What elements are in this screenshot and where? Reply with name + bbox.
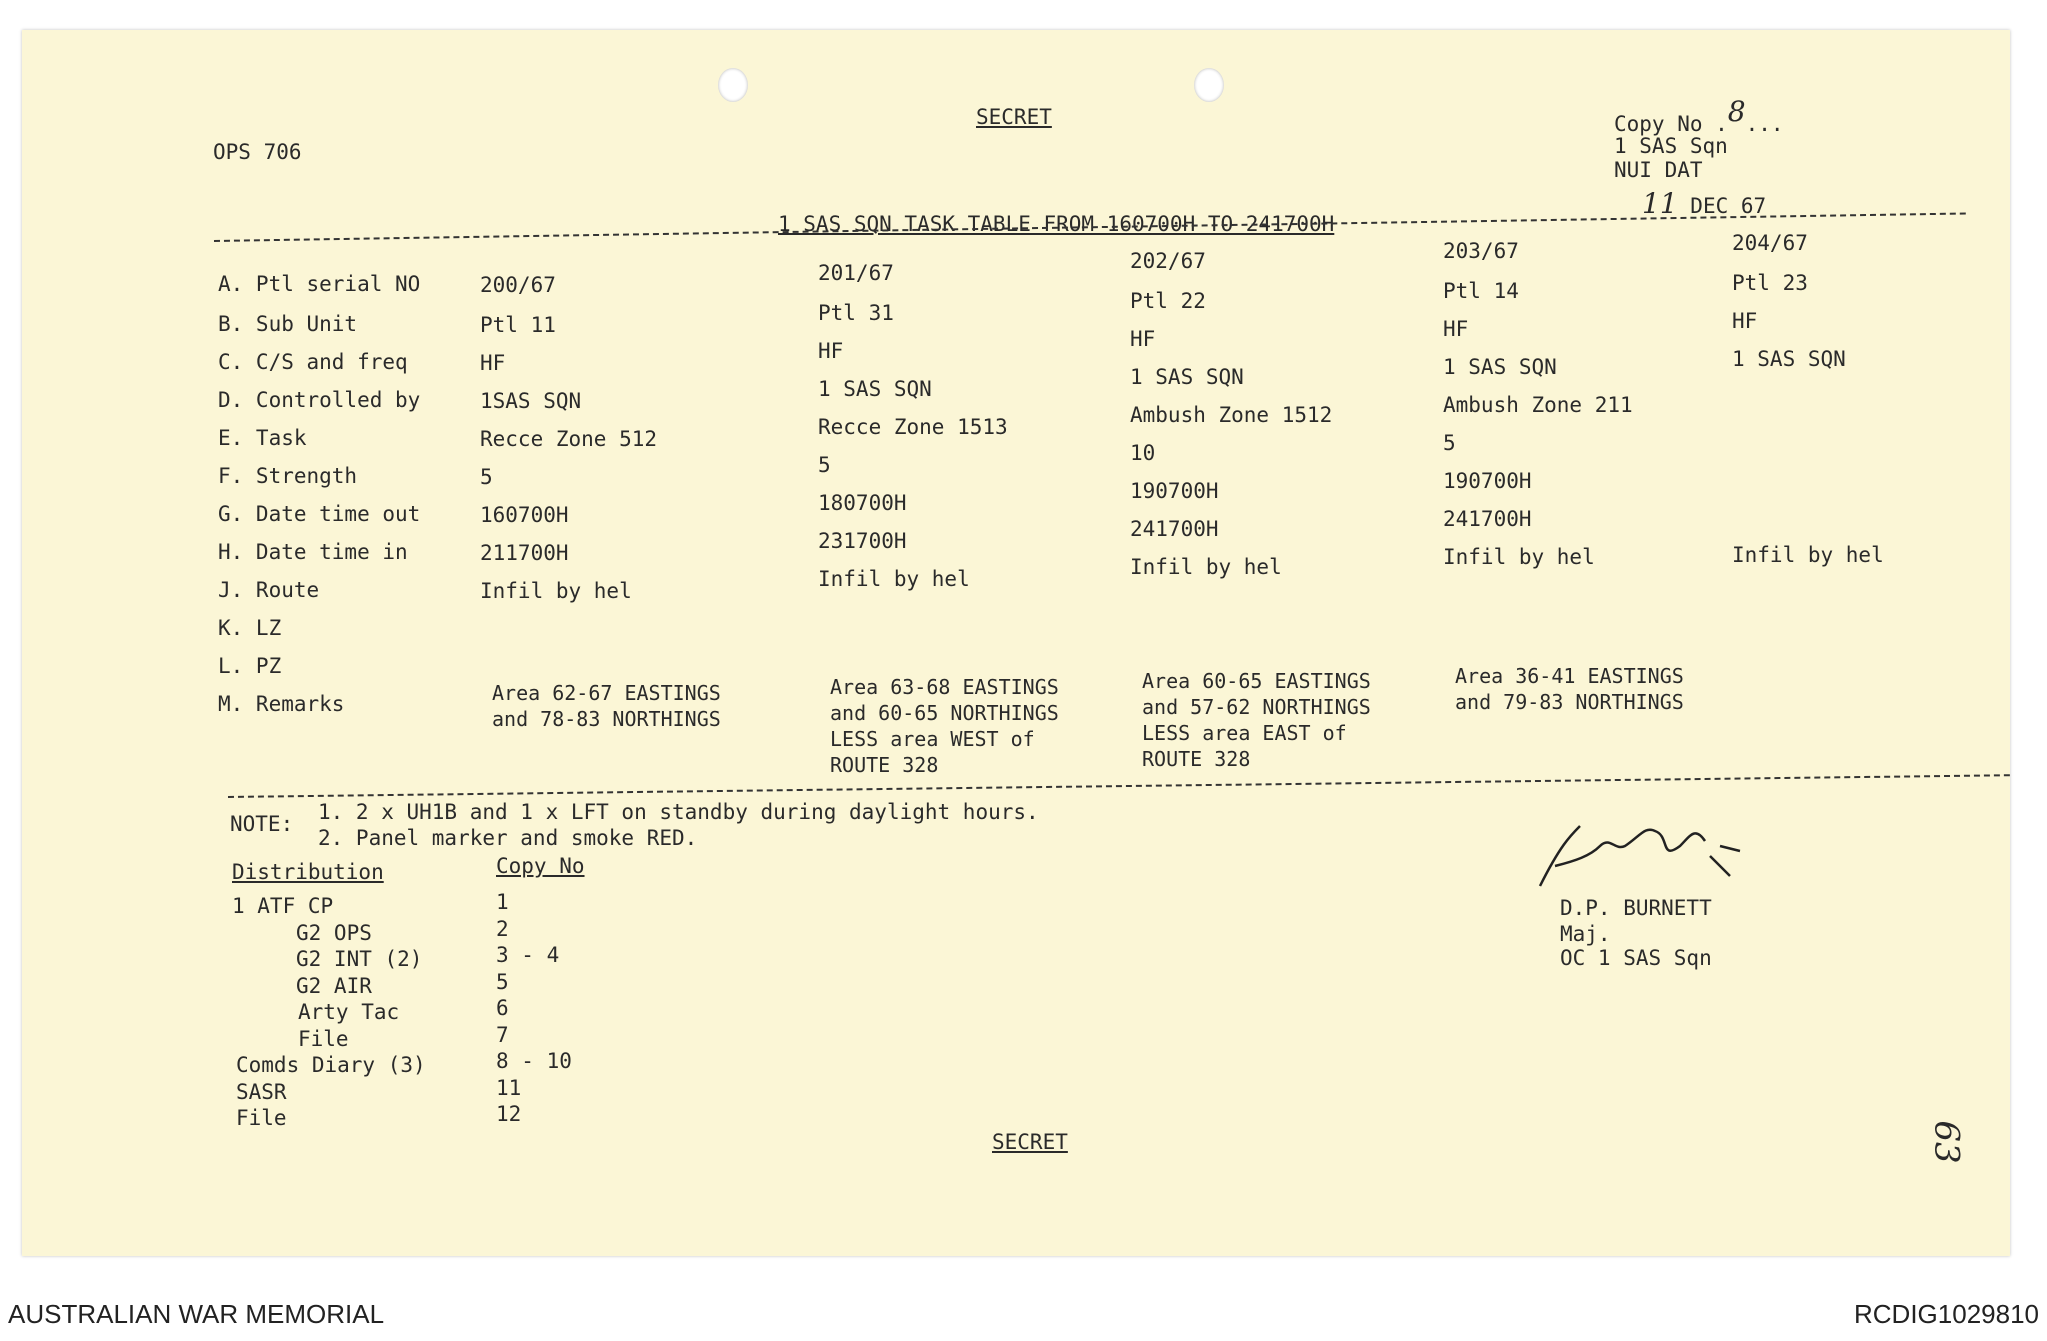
ops-reference: OPS 706 (213, 140, 302, 164)
location: NUI DAT (1614, 158, 1703, 182)
punch-hole-right (1194, 68, 1224, 102)
cell-serial: 202/67 (1130, 249, 1206, 273)
cell-route: Infil by hel (480, 579, 632, 603)
issue-date (1642, 187, 1767, 220)
cell-out: 190700H (1443, 469, 1532, 493)
footer-record-id: RCDIG1029810 (1854, 1299, 2039, 1329)
distribution-copy-number: 7 (496, 1022, 509, 1047)
distribution-recipient: Comds Diary (3) (236, 1053, 426, 1077)
remarks-line: and 78-83 NORTHINGS (492, 707, 721, 731)
remarks-line: LESS area EAST of (1142, 721, 1347, 745)
cell-strength: 5 (1443, 431, 1456, 455)
footer-institution: AUSTRALIAN WAR MEMORIAL (8, 1299, 385, 1329)
distribution-copy-number: 3 - 4 (496, 943, 560, 967)
distribution-copy-number: 6 (496, 996, 509, 1020)
distribution-heading: Distribution (232, 860, 384, 884)
remarks-line: and 79-83 NORTHINGS (1455, 690, 1684, 714)
note-1: 1. 2 x UH1B and 1 x LFT on standby during daylight hours. (318, 800, 1039, 824)
classification-top: SECRET (976, 105, 1052, 129)
cell-controlled: 1 SAS SQN (1732, 347, 1846, 371)
distribution-copy-number: 2 (496, 916, 509, 941)
cell-in: 231700H (818, 529, 907, 553)
cell-controlled: 1SAS SQN (480, 389, 582, 413)
cell-out: 180700H (818, 491, 907, 515)
row-label: B. Sub Unit (218, 312, 358, 336)
cell-serial: 204/67 (1732, 231, 1808, 255)
cell-task: Recce Zone 1513 (818, 415, 1008, 439)
cell-sub-unit: Ptl 11 (480, 313, 556, 337)
notes-label: NOTE: (230, 812, 294, 836)
remarks-line: LESS area WEST of (830, 727, 1035, 751)
cell-out: 190700H (1130, 479, 1219, 503)
margin-handwritten-number: 63 (1926, 1120, 1967, 1164)
cell-serial: 200/67 (480, 273, 556, 297)
note-2: 2. Panel marker and smoke RED. (318, 826, 698, 850)
cell-in: 241700H (1130, 517, 1219, 541)
cell-task: Ambush Zone 1512 (1130, 403, 1333, 427)
row-label: F. Strength (218, 464, 358, 488)
cell-sub-unit: Ptl 31 (818, 301, 894, 325)
footer-bar (0, 1271, 2047, 1341)
row-label: M. Remarks (218, 692, 345, 716)
distribution-recipient: G2 OPS (296, 920, 372, 945)
cell-cs-freq: HF (1732, 309, 1758, 333)
distribution-recipient: Arty Tac (298, 1000, 400, 1024)
remarks-line: ROUTE 328 (1142, 747, 1251, 771)
row-label: J. Route (218, 578, 320, 602)
signatory-rank: Maj. (1560, 922, 1611, 946)
distribution-copy-number: 12 (496, 1102, 522, 1126)
row-label: L. PZ (218, 654, 282, 678)
distribution-recipient: SASR (236, 1079, 287, 1104)
classification-bottom: SECRET (992, 1130, 1068, 1154)
remarks-line: ROUTE 328 (830, 753, 939, 777)
cell-serial: 201/67 (818, 261, 894, 285)
copy-number-handwritten: 8 (1727, 95, 1746, 128)
row-label: D. Controlled by (218, 388, 421, 412)
copy-number-label: Copy No . (1614, 112, 1728, 136)
distribution-recipient: G2 AIR (296, 973, 372, 998)
cell-cs-freq: HF (1130, 327, 1156, 351)
distribution-recipient: G2 INT (2) (296, 947, 423, 971)
copy-no-heading: Copy No (496, 854, 585, 878)
punch-hole-left (718, 68, 748, 102)
cell-serial: 203/67 (1443, 239, 1519, 263)
signatory-appointment: OC 1 SAS Sqn (1560, 946, 1712, 970)
row-label: K. LZ (218, 616, 282, 640)
issue-date-month-year: DEC 67 (1690, 194, 1767, 218)
cell-in: 211700H (480, 541, 569, 565)
row-label: E. Task (218, 426, 307, 450)
handwritten-signature (1530, 806, 1760, 906)
distribution-copy-number: 8 - 10 (496, 1049, 572, 1073)
remarks-line: Area 63-68 EASTINGS (830, 675, 1059, 699)
cell-out: 160700H (480, 503, 569, 527)
row-label: H. Date time in (218, 540, 408, 564)
remarks-line: and 60-65 NORTHINGS (830, 701, 1059, 725)
remarks-line: Area 62-67 EASTINGS (492, 681, 721, 705)
cell-cs-freq: HF (1443, 317, 1469, 341)
table-title: 1 SAS SQN TASK TABLE FROM 160700H TO 241700H (778, 212, 1335, 236)
cell-controlled: 1 SAS SQN (818, 377, 932, 401)
distribution-copy-number: 1 (496, 890, 509, 914)
copy-number-dots: ... (1745, 112, 1784, 136)
cell-task: Ambush Zone 211 (1443, 393, 1633, 417)
row-label: C. C/S and freq (218, 350, 408, 374)
distribution-recipient: File (298, 1026, 349, 1051)
distribution-recipient: 1 ATF CP (232, 894, 334, 918)
cell-sub-unit: Ptl 14 (1443, 279, 1519, 303)
cell-in: 241700H (1443, 507, 1532, 531)
cell-route: Infil by hel (1130, 555, 1282, 579)
cell-sub-unit: Ptl 22 (1130, 289, 1206, 313)
cell-controlled: 1 SAS SQN (1443, 355, 1557, 379)
cell-route: Infil by hel (818, 567, 970, 591)
cell-route: Infil by hel (1732, 543, 1884, 567)
cell-sub-unit: Ptl 23 (1732, 271, 1808, 295)
issue-date-day: 11 (1642, 187, 1678, 220)
cell-strength: 10 (1130, 441, 1156, 465)
remarks-line: and 57-62 NORTHINGS (1142, 695, 1371, 719)
copy-number (1614, 95, 1784, 136)
issuing-unit: 1 SAS Sqn (1614, 134, 1728, 158)
row-label: G. Date time out (218, 502, 421, 526)
cell-strength: 5 (818, 453, 831, 477)
cell-task: Recce Zone 512 (480, 427, 658, 451)
distribution-recipient: File (236, 1106, 287, 1130)
remarks-line: Area 36-41 EASTINGS (1455, 664, 1684, 688)
remarks-line: Area 60-65 EASTINGS (1142, 669, 1371, 693)
signatory-name: D.P. BURNETT (1560, 896, 1712, 920)
cell-cs-freq: HF (480, 351, 506, 375)
cell-cs-freq: HF (818, 339, 844, 363)
cell-controlled: 1 SAS SQN (1130, 365, 1244, 389)
distribution-copy-number: 5 (496, 969, 509, 994)
distribution-copy-number: 11 (496, 1075, 522, 1100)
row-label: A. Ptl serial NO (218, 272, 421, 296)
cell-strength: 5 (480, 465, 493, 489)
cell-route: Infil by hel (1443, 545, 1595, 569)
